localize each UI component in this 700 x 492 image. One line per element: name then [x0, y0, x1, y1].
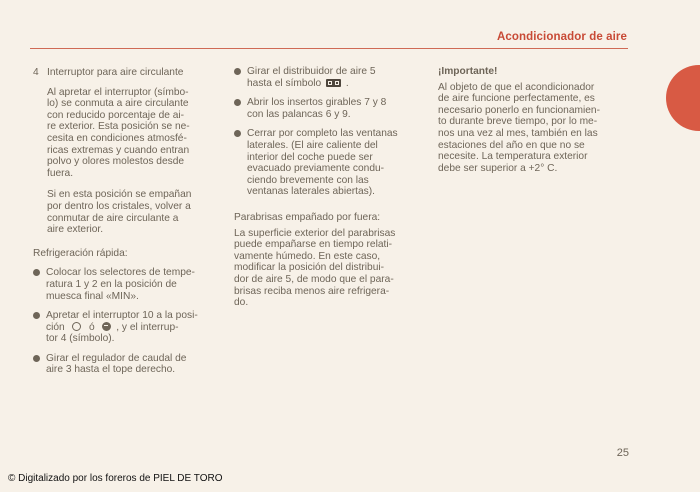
- page-number: 25: [616, 447, 629, 459]
- text-line: Colocar los selectores de tempe-: [46, 267, 195, 279]
- text-line-with-symbols: [46, 322, 198, 334]
- important-paragraph: [438, 82, 634, 175]
- text-line: necesario ponerlo en funcionamien-: [438, 104, 600, 116]
- text-line: fuera.: [47, 167, 74, 179]
- text-line: to durante breve tiempo, por lo me-: [438, 116, 598, 128]
- list-item: [33, 267, 223, 302]
- text-line: dor de aire 5, de modo que el para-: [234, 273, 394, 285]
- text-line: ciendo brevemente con las: [247, 174, 369, 186]
- list-item: [234, 128, 430, 198]
- recirculation-symbol-icon: [326, 79, 341, 87]
- text-fragment: hasta el símbolo: [247, 77, 322, 89]
- text-line: aire exterior.: [47, 224, 104, 236]
- text-line: brisas reciba menos aire refrigera-: [234, 285, 390, 297]
- list-item: [33, 310, 223, 345]
- column-1: [33, 67, 223, 376]
- text-line: Girar el distribuidor de aire 5: [247, 66, 376, 77]
- text-line: nos una vez al mes, también en las: [438, 127, 598, 139]
- text-line: do.: [234, 297, 249, 309]
- text-line: vamente húmedo. En este caso,: [234, 250, 381, 262]
- bullet-icon: [234, 99, 241, 106]
- text-line: re exterior. Esta posición se ne-: [47, 121, 190, 133]
- bullet-icon: [234, 130, 241, 137]
- text-line: Cerrar por completo las ventanas: [247, 128, 398, 140]
- text-line: laterales. (El aire caliente del: [247, 139, 378, 151]
- bullet-icon: [33, 355, 40, 362]
- column-2: [234, 66, 430, 309]
- text-line: lo) se conmuta a aire circulante: [47, 98, 189, 110]
- item-4-paragraph-2: [47, 189, 223, 235]
- list-item: [234, 97, 430, 120]
- text-line: Apretar el interruptor 10 a la posi-: [46, 310, 198, 322]
- text-line: aire 3 hasta el tope derecho.: [46, 364, 176, 376]
- bullet-icon: [33, 269, 40, 276]
- bullet-icon: [234, 68, 241, 75]
- text-line: La superficie exterior del parabrisas: [234, 227, 396, 239]
- quick-cooling-heading: Refrigeración rápida:: [33, 247, 128, 259]
- column-3: [438, 66, 634, 174]
- text-fragment: ó: [89, 321, 95, 333]
- fogged-windshield-paragraph: [234, 228, 430, 309]
- text-line: debe ser superior a +2° C.: [438, 162, 558, 174]
- list-item: [33, 353, 223, 376]
- text-line: cesita en condiciones atmosfé-: [47, 132, 187, 144]
- item-title: Interruptor para aire circulante: [47, 67, 184, 78]
- item-4-heading: [33, 67, 223, 79]
- text-fragment: ción: [46, 321, 65, 333]
- defrost-symbol-icon: [102, 322, 111, 331]
- text-line: modificar la posición del distribui-: [234, 262, 385, 274]
- section-tab-marker: [666, 65, 700, 131]
- text-line: tor 4 (símbolo).: [46, 333, 115, 345]
- text-line: ratura 1 y 2 en la posición de: [46, 278, 177, 290]
- text-line: polvo y olores molestos desde: [47, 156, 185, 168]
- text-line: Al objeto de que el acondicionador: [438, 81, 595, 93]
- item-4-paragraph-1: [47, 87, 223, 180]
- text-line: con reducido porcentaje de ai-: [47, 109, 185, 121]
- text-line-with-symbol: [247, 78, 376, 90]
- text-line: ricas extremas y cuando entran: [47, 144, 190, 156]
- text-line: Abrir los insertos girables 7 y 8: [247, 97, 387, 109]
- text-line: puede empañarse en tiempo relati-: [234, 239, 393, 251]
- list-item: [234, 66, 430, 89]
- text-line: conmutar de aire circulante a: [47, 212, 179, 224]
- text-line: evacuado previamente condu-: [247, 163, 385, 175]
- text-line: Si en esta posición se empañan: [47, 189, 192, 201]
- digitization-credit: © Digitalizado por los foreros de PIEL DE TORO: [8, 473, 223, 484]
- text-line: ventanas laterales abiertas).: [247, 186, 375, 198]
- text-line: por dentro los cristales, volver a: [47, 200, 191, 212]
- text-line: necesite. La temperatura exterior: [438, 151, 588, 163]
- fogged-windshield-heading: Parabrisas empañado por fuera:: [234, 211, 381, 223]
- text-fragment: , y el interrup-: [116, 321, 179, 333]
- important-heading: ¡Importante!: [438, 66, 498, 77]
- text-line: estaciones del año en que no se: [438, 139, 585, 151]
- text-line: muesca final «MIN».: [46, 290, 139, 302]
- text-line: con las palancas 6 y 9.: [247, 108, 351, 120]
- text-line: Girar el regulador de caudal de: [46, 352, 187, 364]
- item-number: 4: [33, 67, 39, 78]
- bullet-icon: [33, 312, 40, 319]
- text-fragment: .: [345, 77, 349, 89]
- text-line: de aire funcione perfectamente, es: [438, 93, 595, 105]
- header-rule: [30, 48, 628, 49]
- fan-symbol-icon: [72, 322, 81, 331]
- text-line: Al apretar el interruptor (símbo-: [47, 86, 189, 98]
- text-line: interior del coche puede ser: [247, 151, 373, 163]
- section-title: Acondicionador de aire: [496, 31, 627, 43]
